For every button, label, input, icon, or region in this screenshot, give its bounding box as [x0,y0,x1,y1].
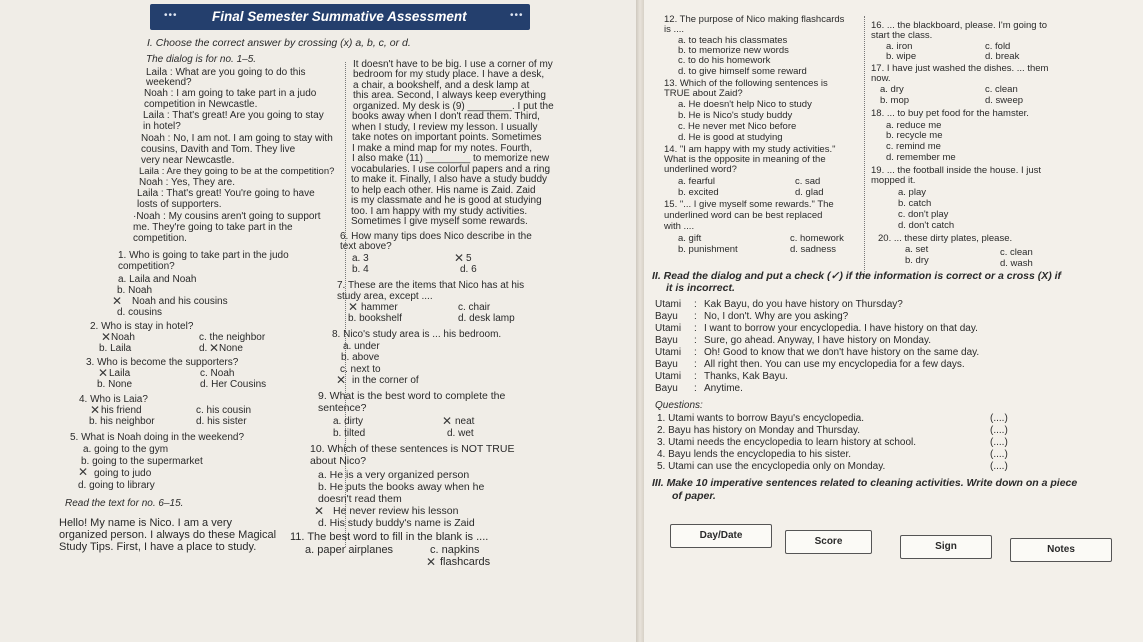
question-10: 10. Which of these sentences is NOT TRUE [310,443,515,455]
page-title: Final Semester Summative Assessment [212,9,467,24]
reading-line: take notes on important points. Sometimes [352,132,542,143]
dialog-line: Laila : That's great! Are you going to stay [143,110,324,121]
dialog-line: very near Newcastle. [141,155,235,166]
reading-line: I make a mind map for my notes. Fourth, [352,143,533,154]
option-15a[interactable]: a. gift [678,233,702,244]
option-15b[interactable]: b. punishment [678,244,738,255]
tf-question: 5. Utami can use the encyclopedia only on Monday. [657,461,886,472]
reading-line: books away when I don't read them. Third, [352,111,540,122]
cross-mark: ✕ [426,555,437,569]
dialog-line: Oh! Good to know that we don't have history on the same day. [704,347,980,358]
dialog-line: Noah : Yes, They are. [139,177,235,188]
cross-mark: ✕ [112,294,123,308]
option-13c[interactable]: c. He never met Nico before [678,121,797,132]
option-10a[interactable]: a. He is a very organized person [318,469,470,481]
speaker-name: Bayu [655,359,678,370]
option-4a[interactable]: his friend [101,405,142,416]
option-1d[interactable]: d. cousins [117,307,163,318]
option-19b[interactable]: b. catch [898,198,932,209]
option-19d[interactable]: d. don't catch [898,220,955,231]
question-1-cont: competition? [118,261,175,272]
dialog-line: Noah : I am going to take part in a judo [144,88,317,99]
day-date-box[interactable]: Day/Date [670,524,772,548]
option-15c[interactable]: c. homework [790,233,844,244]
option-3d[interactable]: d. Her Cousins [200,379,267,390]
option-4d[interactable]: d. his sister [196,416,247,427]
speaker-name: Utami [655,299,682,310]
colon: : [694,359,697,370]
score-box[interactable]: Score [785,530,872,554]
dialog-line: All right then. You can use my encyclopedia for a few days. [704,359,965,370]
question-15-cont2: with .... [664,221,695,232]
speaker-name: Utami [655,323,682,334]
dialog-line: losts of supporters. [137,199,222,210]
question-7-cont: study area, except .... [337,291,433,302]
section-3-heading-cont: of paper. [672,490,716,502]
option-7d[interactable]: d. desk lamp [458,313,515,324]
question-15: 15. "... I give myself some rewards." The [664,199,834,210]
dialog-line: Sure, go ahead. Anyway, I have history on Monday. [704,335,931,346]
question-19: 19. ... the football inside the house. I just [871,165,1042,176]
option-6c[interactable]: 5 [466,253,472,264]
speaker-name: Utami [655,371,682,382]
question-6-cont: text above? [340,241,392,252]
page-fold [636,0,644,642]
question-13-cont: TRUE about Zaid? [664,88,743,99]
tf-question: 1. Utami wants to borrow Bayu's encyclopedia. [657,413,865,424]
banner-dots-left: ••• [164,10,178,21]
option-15d[interactable]: d. sadness [790,244,836,255]
option-9a[interactable]: a. dirty [333,416,364,427]
colon: : [694,383,697,394]
option-16b[interactable]: b. wipe [886,51,917,62]
reading-line: organized. My desk is (9) ________. I put the [353,101,554,112]
option-2c[interactable]: c. the neighbor [199,332,266,343]
text-line: Hello! My name is Nico. I am a very [59,517,232,529]
question-16: 16. ... the blackboard, please. I'm going to [871,20,1048,31]
dialog-line: Thanks, Kak Bayu. [704,371,788,382]
option-13a[interactable]: a. He doesn't help Nico to study [678,99,812,110]
answer-blank[interactable]: (....) [990,425,1008,436]
reading-line: a chair, a bookshelf, and a desk lamp at [353,80,530,91]
question-13: 13. Which of the following sentences is [664,78,828,89]
dialog-line: Laila : Are they going to be at the competition? [139,166,335,177]
speaker-name: Utami [655,347,682,358]
answer-blank[interactable]: (....) [990,437,1008,448]
option-18c[interactable]: c. remind me [886,141,941,152]
question-14: 14. "I am happy with my study activities." [664,144,836,155]
option-6a[interactable]: a. 3 [352,253,369,264]
cross-mark: ✕ [336,373,347,387]
option-2a[interactable]: Noah [111,332,135,343]
dialog-line: Laila : What are you going to do this [146,67,306,78]
cross-mark: ✕ [314,504,325,518]
title-banner [150,4,530,30]
option-16a[interactable]: a. iron [886,41,913,52]
question-4: 4. Who is Laia? [79,394,148,405]
answer-blank[interactable]: (....) [990,413,1008,424]
dialog-line: in hotel? [143,121,181,132]
section-1-heading: I. Choose the correct answer by crossing (x) a, b, c, or d. [147,37,411,49]
question-2: 2. Who is stay in hotel? [90,321,194,332]
cross-mark: ✕ [442,414,453,428]
option-9b[interactable]: b. tilted [333,428,366,439]
option-13b[interactable]: b. He is Nico's study buddy [678,110,793,121]
option-7c[interactable]: c. chair [458,302,491,313]
tf-question: 4. Bayu lends the encyclopedia to his sister. [657,449,852,460]
option-12b[interactable]: b. to memorize new words [678,45,789,56]
reading-line: It doesn't have to be big. I use a corner of my [353,59,553,70]
option-14a[interactable]: a. fearful [678,176,715,187]
option-4c[interactable]: c. his cousin [196,405,252,416]
speaker-name: Bayu [655,383,678,394]
option-17d[interactable]: d. sweep [985,95,1024,106]
read-instruction: Read the text for no. 6–15. [65,498,184,509]
cross-mark: ✕ [209,341,220,355]
cross-mark: ✕ [90,403,101,417]
cross-mark: ✕ [101,330,112,344]
question-17-cont: now. [871,73,891,84]
reading-line: to help each other. His name is Zaid. Zaid [351,185,536,196]
question-12: 12. The purpose of Nico making flashcards [664,14,845,25]
colon: : [694,335,697,346]
text-line: Study Tips. First, I have a place to study. [59,541,257,553]
colon: : [694,347,697,358]
dialog-line: Anytime. [704,383,743,394]
tf-question: 3. Utami needs the encyclopedia to learn history at school. [657,437,917,448]
question-5: 5. What is Noah doing in the weekend? [70,432,244,443]
cross-mark: ✕ [98,366,109,380]
option-8a[interactable]: a. under [343,341,380,352]
option-12d[interactable]: d. to give himself some reward [678,66,807,77]
reading-line: to make it. Finally, I also have a study buddy [351,174,548,185]
option-10c[interactable]: He never review his lesson [333,505,459,517]
option-16d[interactable]: d. break [985,51,1020,62]
option-10d[interactable]: d. His study buddy's name is Zaid [318,517,475,529]
question-12-cont: is .... [664,24,685,35]
question-15-cont: underlined word can be best replaced [664,210,823,221]
option-20d[interactable]: d. wash [1000,258,1033,269]
option-14c[interactable]: c. sad [795,176,821,187]
option-18d[interactable]: d. remember me [886,152,956,163]
reading-line: when I study, I review my lesson. I usually [352,122,538,133]
reading-line: this area. Second, I always keep everything [353,90,546,101]
answer-blank[interactable]: (....) [990,461,1008,472]
question-18: 18. ... to buy pet food for the hamster. [871,108,1029,119]
dialog-line: Noah : No, I am not. I am going to stay with [141,133,333,144]
speaker-name: Bayu [655,311,678,322]
cross-mark: ✕ [348,300,359,314]
question-8: 8. Nico's study area is ... his bedroom. [332,329,502,340]
reading-line: I also make (11) ________ to memorize new [352,153,550,164]
option-11c[interactable]: c. napkins [430,544,480,556]
option-5a[interactable]: a. going to the gym [83,444,169,455]
dialog-line: ·Noah : My cousins aren't going to support [133,211,321,222]
reading-line: Sometimes I give myself some rewards. [351,216,528,227]
dialog-line: Laila : That's great! You're going to have [137,188,315,199]
option-11a[interactable]: a. paper airplanes [305,544,394,556]
option-2d[interactable]: None [219,343,243,354]
reading-line: bedroom for my study place. I have a desk, [353,69,545,80]
dialog-intro: The dialog is for no. 1–5. [146,54,257,65]
speaker-name: Bayu [655,335,678,346]
cross-mark: ✕ [78,465,89,479]
option-11d[interactable]: flashcards [440,556,491,568]
question-19-cont: mopped it. [871,175,916,186]
tf-question: 2. Bayu has history on Monday and Thursday. [657,425,861,436]
colon: : [694,299,697,310]
banner-dots-right: ••• [510,10,524,21]
question-3: 3. Who is become the supporters? [86,357,239,368]
option-20b[interactable]: b. dry [905,255,929,266]
option-8b[interactable]: b. above [341,352,380,363]
reading-line: vocabularies. I use colorful papers and a ring [351,164,551,175]
column-divider [864,16,865,274]
option-12a[interactable]: a. to teach his classmates [678,35,788,46]
option-8d[interactable]: in the corner of [352,375,419,386]
question-17: 17. I have just washed the dishes. ... them [871,63,1049,74]
question-14-cont: What is the opposite in meaning of the [664,154,826,165]
option-19a[interactable]: a. play [898,187,926,198]
option-9c[interactable]: neat [455,416,475,427]
option-1b[interactable]: b. Noah [117,285,153,296]
option-5d[interactable]: d. going to library [78,480,155,491]
option-7b[interactable]: b. bookshelf [348,313,402,324]
dialog-line: competition. [133,233,187,244]
question-7: 7. These are the items that Nico has at his [337,280,525,291]
dialog-line: I want to borrow your encyclopedia. I have history on that day. [704,323,978,334]
question-11: 11. The best word to fill in the blank is .... [290,531,489,543]
questions-label: Questions: [655,400,703,411]
question-9-cont: sentence? [318,402,367,414]
section-2-heading: II. Read the dialog and put a check (✓) if the information is correct or a cross (X) if [652,270,1062,282]
option-7a[interactable]: hammer [361,302,398,313]
notes-box[interactable]: Notes [1010,538,1112,562]
question-16-cont: start the class. [871,30,933,41]
option-17c[interactable]: c. clean [985,84,1018,95]
colon: : [694,311,697,322]
option-18b[interactable]: b. recycle me [886,130,943,141]
option-3b[interactable]: b. None [97,379,133,390]
reading-line: too. I am happy with my study activities. [351,206,528,217]
option-3c[interactable]: c. Noah [200,368,235,379]
option-17b[interactable]: b. mop [880,95,910,106]
option-6b[interactable]: b. 4 [352,264,369,275]
cross-mark: ✕ [454,251,465,265]
question-9: 9. What is the best word to complete the [318,390,506,402]
colon: : [694,323,697,334]
dialog-line: No, I don't. Why are you asking? [704,311,849,322]
option-5c[interactable]: going to judo [94,468,152,479]
colon: : [694,371,697,382]
option-19c[interactable]: c. don't play [898,209,949,220]
option-4b[interactable]: b. his neighbor [89,416,155,427]
option-14d[interactable]: d. glad [795,187,824,198]
question-14-cont2: underlined word? [664,164,737,175]
question-1: 1. Who is going to take part in the judo [118,250,289,261]
reading-line: is my classmate and he is good at studying [351,195,542,206]
option-16c[interactable]: c. fold [985,41,1011,52]
option-14b[interactable]: b. excited [678,187,719,198]
dialog-line: competition in Newcastle. [144,99,258,110]
option-3a[interactable]: Laila [109,368,131,379]
option-5b[interactable]: b. going to the supermarket [81,456,203,467]
option-2b[interactable]: b. Laila [99,343,132,354]
option-8c[interactable]: c. next to [340,364,381,375]
dialog-line: me. They're going to take part in the [133,222,293,233]
option-20a[interactable]: a. set [905,244,929,255]
question-10-cont: about Nico? [310,455,367,467]
section-2-heading-cont: it is incorrect. [666,282,735,294]
option-1a[interactable]: a. Laila and Noah [118,274,197,285]
option-12c[interactable]: c. to do his homework [678,55,771,66]
text-line: organized person. I always do these Magical [59,529,277,541]
option-10b[interactable]: b. He puts the books away when he [318,481,485,493]
option-10b-cont: doesn't read them [318,493,402,505]
option-9d[interactable]: d. wet [447,428,474,439]
dialog-line: cousins, Davith and Tom. They live [141,144,296,155]
section-3-heading: III. Make 10 imperative sentences related to cleaning activities. Write down on a piece [652,477,1078,489]
option-13d[interactable]: d. He is good at studying [678,132,783,143]
sign-box[interactable]: Sign [900,535,992,559]
option-18a[interactable]: a. reduce me [886,120,942,131]
option-6d[interactable]: d. 6 [460,264,477,275]
option-1c[interactable]: Noah and his cousins [132,296,228,307]
dialog-line: Kak Bayu, do you have history on Thursday? [704,299,903,310]
dialog-line: weekend? [146,77,192,88]
question-20: 20. ... these dirty plates, please. [878,233,1013,244]
option-17a[interactable]: a. dry [880,84,904,95]
option-20c[interactable]: c. clean [1000,247,1033,258]
question-6: 6. How many tips does Nico describe in the [340,231,532,242]
answer-blank[interactable]: (....) [990,449,1008,460]
option-2d-label: d. [199,343,208,354]
